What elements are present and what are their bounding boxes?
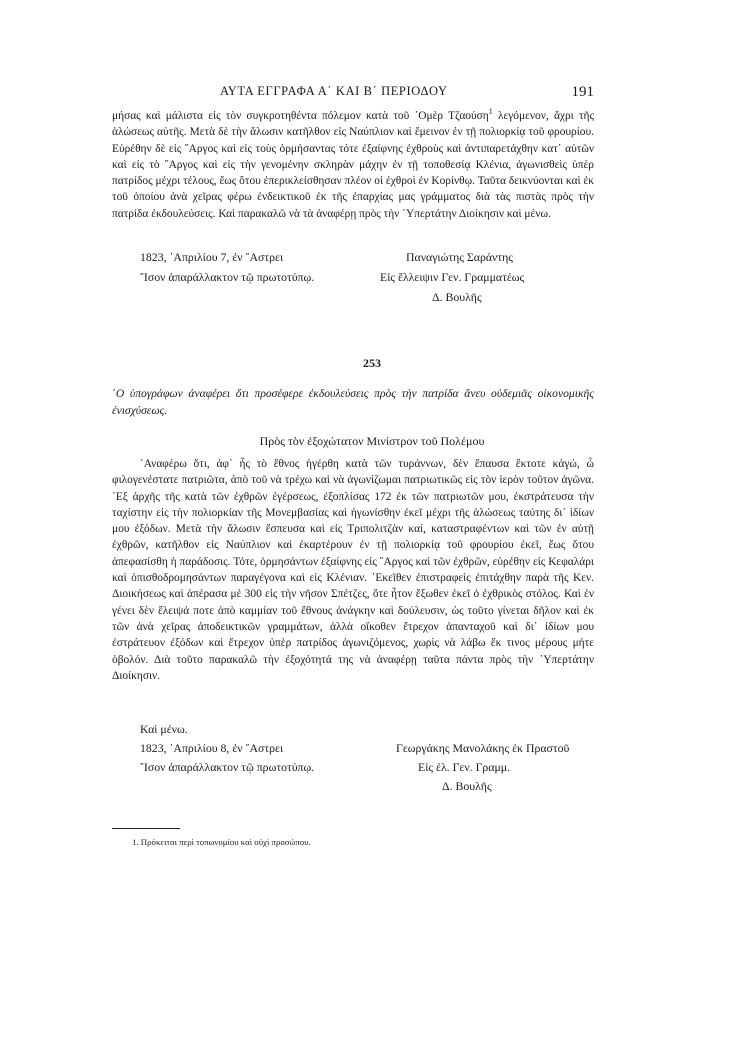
document-number: 253 xyxy=(363,356,381,370)
document-council: Δ. Βουλῆς xyxy=(442,779,492,793)
document-summary: ῾Ο ὑπογράφων ἀναφέρει ὅτι προσέφερε ἐκδουλεύσεις πρὸς τὴν πατρίδα ἄνευ οὐδεμιᾶς οἰκονομικῆς ἐνισχύσεως. xyxy=(112,387,594,417)
previous-document-body xyxy=(112,108,594,222)
running-title: ΑΥΤΑ ΕΓΓΡΑΦΑ Α΄ ΚΑΙ Β΄ ΠΕΡΙΟΔΟΥ xyxy=(220,84,448,98)
document-body: ᾿Αναφέρω ὅτι, ἀφ᾿ ἧς τὸ ἔθνος ἠγέρθη κατὰ τῶν τυράννων, δὲν ἔπαυσα ἔκτοτε κἀγώ, ὦ φιλογενέστατε πατριῶτα, ἀπὸ τοῦ νὰ τρέχω καὶ νὰ ἀγωνίζωμαι πατριωτικῶς εἰς τὸν ἱερὸν τοῦτον ἀγῶνα. ᾿Εξ ἀρχῆς τῆς κατὰ τῶν ἐχθρῶν ἐγέρσεως, ἐξοπλίσας 172 ἐκ τῶν πατριωτῶν μου, ἐκστράτευσα τὴν ταχίστην εἰς τὴν πολιορκίαν τῆς Μονεμβασίας καὶ ἠγωνίσθην ἐκεῖ μέχρι τῆς ἁλώσεως ταύτης δι᾿ ἰδίων μου ἐξόδων. Μετὰ τὴν ἅλωσιν ἔσπευσα καὶ εἰς Τριπολιτζὰν καί, καταστραφέντων καὶ τῶν ἐν αὐτῇ ἐχθρῶν, κατῆλθον εἰς Ναύπλιον καὶ ἐκαρτέρουν ἐν τῇ πολιορκίᾳ τοῦ φρουρίου ἐκεῖ, ἕως ὅτου ἀπεφασίσθη ἡ παράδοσις. Τότε, ὁρμησάντων ἐξαίφνης εἰς ῎Αργος καὶ τῶν ἐχθρῶν, εὐρέθην εἰς Κεφαλάρι καὶ ὀπισθοδρομησάντων παραγέγονα καὶ εἰς Κλένιαν. ᾿Εκεῖθεν ἐπιστραφεὶς ἐπιτάχθην παρὰ τῆς Κεν. Διοικήσεως καὶ ἀπέρασα μὲ 300 εἰς τὴν νῆσον Σπέτζες, ὅτε ἦτον ἔξωθεν ἐκεῖ ὁ ἐχθρικὸς στόλος. Καὶ ἐν γένει δὲν ἔλειψά ποτε ἀπὸ καμμίαν τοῦ ἔθνους ἀνάγκην καὶ δούλευσιν, ὡς τοῦτο γίνεται δῆλον καὶ ἐκ τῶν ἀνὰ χεῖρας ἀποδεικτικῶν γραμμάτων, ἀλλὰ οἴκοθεν ἔτρεχον ἀπανταχοῦ καὶ δι᾿ ἰδίων μου ἐστράτευον ἐξόδων καὶ ἔτρεχον ὑπὲρ πατρίδος ἀγωνιζόμενος, χωρὶς νὰ λάβω ἔκ τινος μέρους μήτε ὀβολόν. Διὰ τοῦτο παρακαλῶ τὴν ἐξοχότητά της νὰ ἀναφέρῃ ταῦτα πάντα πρὸς τὴν ῾Υπερτάτην Διοίκησιν. xyxy=(112,458,594,682)
previous-body-text-end: λεγόμενον, ἄχρι τῆς ἁλώσεως αὐτῆς. Μετὰ δὲ τὴν ἅλωσιν κατῆλθον εἰς Ναύπλιον καὶ ἔμεινον ἐν τῇ πολιορκίᾳ τοῦ φρουρίου. Εὐρέθην δὲ εἰς ῎Αργος καὶ εἰς τοὺς ὁρμήσαντας τότε ἐξαίφνης ἐχθροὺς καὶ ἀντιπαρετάχθην κατ᾿ αὐτῶν καὶ εἰς τὸ ῎Αργος καὶ εἰς τὴν γενομένην σκληρὰν μάχην ἐν τῇ τοποθεσίᾳ Κλένια, ἀγωνισθεὶς ὑπὲρ πατρίδος μέχρι τέλους, ἕως ὅτου ἐπερικλείσθησαν πλέον οἱ ἐχθροὶ ἐν Κορίνθῳ. Ταῦτα δεικνύονται καὶ ἐκ τοῦ ὁποίου ἀνὰ χεῖρας φέρω ἐνδεικτικοῦ ἐκ τῆς ἐπαρχίας μας γράμματος διὰ τὰς πιστὰς πρὸς τὴν πατρίδα ἐκδουλεύσεις. Καὶ παρακαλῶ νὰ τὰ ἀναφέρῃ πρὸς τὴν ῾Υπερτάτην Διοίκησιν καὶ μένω. xyxy=(112,110,594,220)
document-copy-note: ῎Ισον ἀπαράλλακτον τῷ πρωτοτύπῳ. xyxy=(140,760,315,774)
footnote: 1. Πρόκειται περὶ τοπωνυμίου καὶ οὐχὶ προσώπου. xyxy=(132,837,311,847)
page-number: 191 xyxy=(571,84,594,100)
document-date-place: 1823, ᾿Απριλίου 8, ἐν ῎Αστρει xyxy=(140,741,284,755)
previous-secretary: Εἰς ἔλλειψιν Γεν. Γραμματέως xyxy=(380,270,525,284)
footnote-reference: 1 xyxy=(488,107,493,117)
footnote-divider xyxy=(112,828,180,829)
running-head xyxy=(110,84,594,104)
previous-body-text-start: μήσας καὶ μάλιστα εἰς τὸν συγκροτηθέντα πόλεμον κατὰ τοῦ ᾿Ομὲρ Τζαούση xyxy=(112,110,489,122)
previous-date-place: 1823, ᾿Απριλίου 7, ἐν ῎Αστρει xyxy=(140,250,284,264)
previous-copy-note: ῎Ισον ἀπαράλλακτον τῷ πρωτοτύπῳ. xyxy=(140,270,315,284)
document-signer: Γεωργάκης Μανολάκης ἐκ Πραστοῦ xyxy=(396,741,570,755)
previous-signer: Παναγιώτης Σαράντης xyxy=(406,250,513,264)
document-address: Πρὸς τὸν ἐξοχώτατον Μινίστρον τοῦ Πολέμου xyxy=(259,434,485,448)
previous-council: Δ. Βουλῆς xyxy=(432,290,482,304)
document-secretary: Εἰς ἐλ. Γεν. Γραμμ. xyxy=(418,760,511,774)
document-closing: Καὶ μένω. xyxy=(140,722,188,736)
